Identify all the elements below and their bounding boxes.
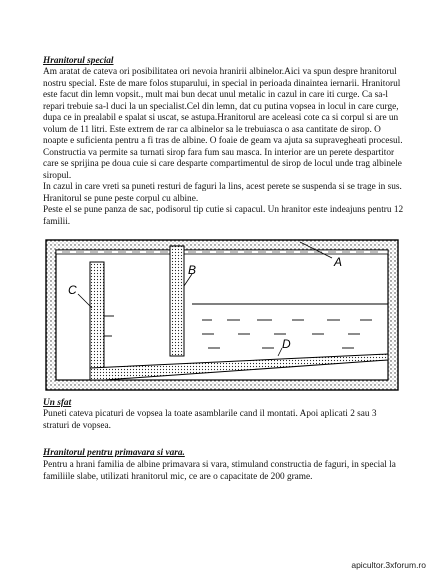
paragraph: Peste el se pune panza de sac, podisorul tip cutie si capacul. Un hranitor este indeajuns pentru 12 familii. [43, 205, 404, 227]
divider-b [170, 246, 184, 356]
label-b: B [188, 263, 197, 277]
paragraph: Puneti cateva picaturi de vopsea la toate asamblarile cand il montati. Apoi aplicati 2 sau 3 straturi de vopsea. [43, 409, 377, 431]
section-heading-special-feeder: Hranitorul special [43, 56, 114, 66]
label-a: A [334, 255, 343, 269]
section-body-spring-feeder [43, 460, 405, 483]
section-heading-tip: Un sfat [43, 398, 72, 408]
label-c: C [68, 283, 77, 297]
section-body-special-feeder [43, 67, 405, 228]
paragraph: Pentru a hrani familia de albine primavara si vara, stimuland constructia de faguri, in special la familiile slabe, utilizati hranitorul mic, ce are o capacitate de 200 grame. [43, 460, 396, 482]
section-body-tip [43, 409, 405, 432]
feeder-diagram [42, 236, 402, 396]
post-c [90, 262, 104, 380]
site-watermark: apicultor.3xforum.ro [351, 560, 426, 570]
paragraph: Am aratat de cateva ori posibilitatea ori nevoia hranirii albinelor.Aici va spun despre hranitorul nostru special. Este de mare folos stuparului, in special in perioada dinaintea iernarii. Hranitorul este facut din lemn vopsit., mult mai bun decat unul metalic in cazul in care iti curge. Ca sa-l repari trebuie sa-l duci la un specialist.Cel din lemn, dat cu putina vopsea in locul in care curge, dupa ce in prealabil e spalat si uscat, se astupa.Hranitorul are aceleasi cote ca si corpul si are un volum de 11 litri. Este extrem de rar ca albinelor sa le trebuiasca o asa cantitate de sirop. O noapte e suficienta pentru a fi tras de albine. O foaie de geam va ajuta sa supravegheati procesul. Constructia va permite sa turnati sirop fara fum sau masca. In interior are un perete despartitor care se sprijina pe doua cuie si care desparte compartimentul de sirop de locul unde trag albinele siropul. [43, 67, 403, 181]
paragraph: In cazul in care vreti sa puneti resturi de faguri la lins, acest perete se suspenda si se trage in sus. Hranitorul se pune peste corpul cu albine. [43, 182, 402, 204]
label-d: D [282, 337, 291, 351]
section-heading-spring-feeder: Hranitorul pentru primavara si vara. [43, 448, 185, 458]
